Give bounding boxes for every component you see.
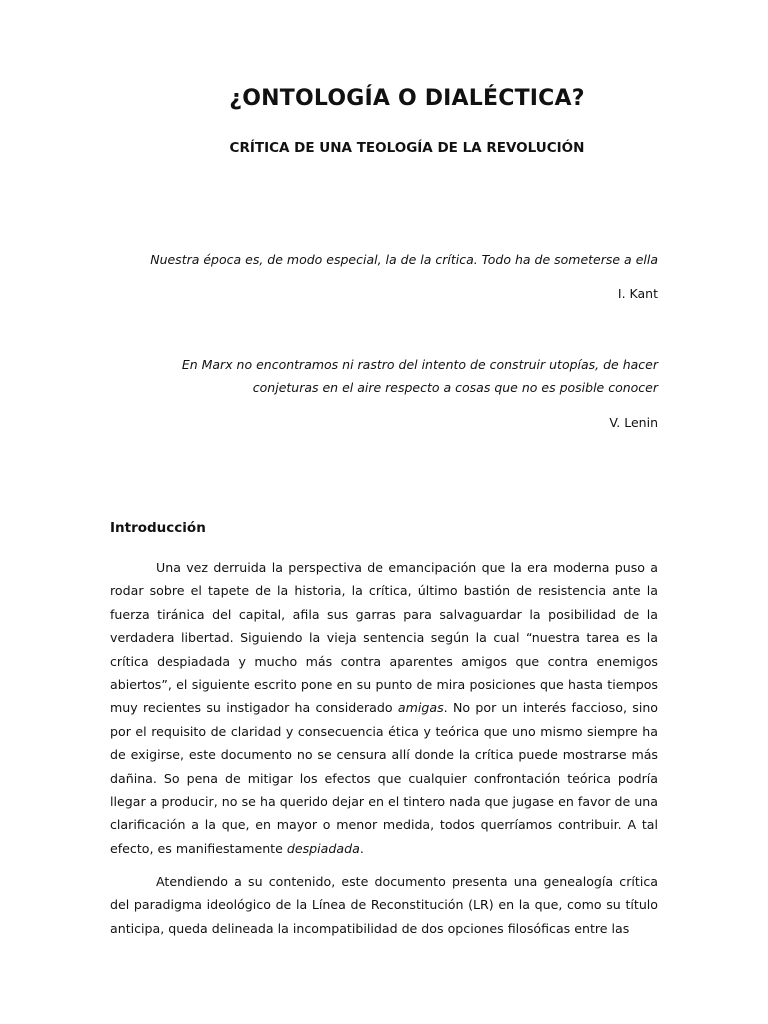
epigraph-kant-line: Nuestra época es, de modo especial, la de la crítica. Todo ha de someterse a ella xyxy=(150,252,658,267)
document-title: ¿ONTOLOGÍA O DIALÉCTICA? xyxy=(229,86,585,111)
paragraph-1-text-a: Una vez derruida la perspectiva de emancipación que la era moderna puso a rodar sobre el tapete de la historia, la crítica, último bastión de resistencia ante la fuerza tiránica del capital, afila sus garras para salvaguardar la posibilidad de la verdadera libertad. Siguiendo la vieja sentencia según la cual “nuestra tarea es la crítica despiadada y mucho más contra aparentes amigos que contra enemigos abiertos”, el siguiente escrito pone en su punto de mira posiciones que hasta tiempos muy recientes su instigador ha considerado xyxy=(110,560,658,716)
paragraph-1-text-c: . xyxy=(359,840,364,856)
body-paragraph-2: Atendiendo a su contenido, este documento presenta una genealogía crítica del paradigma ideológico de la Línea de Reconstitución (LR) en la que, como su título anticipa, queda delineada la incompatibilidad de dos opciones filosóficas entre las xyxy=(110,874,658,936)
section-heading: Introducción xyxy=(110,520,206,536)
paragraph-1-emphasis-despiadada: despiadada xyxy=(286,840,360,856)
epigraph-lenin-line-1: En Marx no encontramos ni rastro del intento de construir utopías, de hacer xyxy=(181,357,658,372)
epigraph-lenin-line-2: conjeturas en el aire respecto a cosas que no es posible conocer xyxy=(252,380,658,395)
body-paragraph-1 xyxy=(110,556,658,860)
paragraph-1-emphasis-amigas: amigas xyxy=(397,700,444,716)
document-subtitle: CRÍTICA DE UNA TEOLOGÍA DE LA REVOLUCIÓN xyxy=(229,140,585,156)
epigraph-lenin-quote xyxy=(110,353,658,399)
epigraph-kant-author: I. Kant xyxy=(617,286,658,301)
epigraph-lenin-author: V. Lenin xyxy=(609,415,658,430)
epigraph-kant-quote xyxy=(110,248,658,271)
paragraph-1-text-b: . No por un interés faccioso, sino por el requisito de claridad y consecuencia ética y teórica que uno mismo siempre ha de exigirse, este documento no se censura allí donde la crítica puede mostrarse más dañina. So pena de mitigar los efectos que cualquier confrontación teórica podría llegar a producir, no se ha querido dejar en el tintero nada que jugase en favor de una clarificación a la que, en mayor o menor medida, todos querríamos contribuir. A tal efecto, es manifiestamente xyxy=(110,700,658,856)
